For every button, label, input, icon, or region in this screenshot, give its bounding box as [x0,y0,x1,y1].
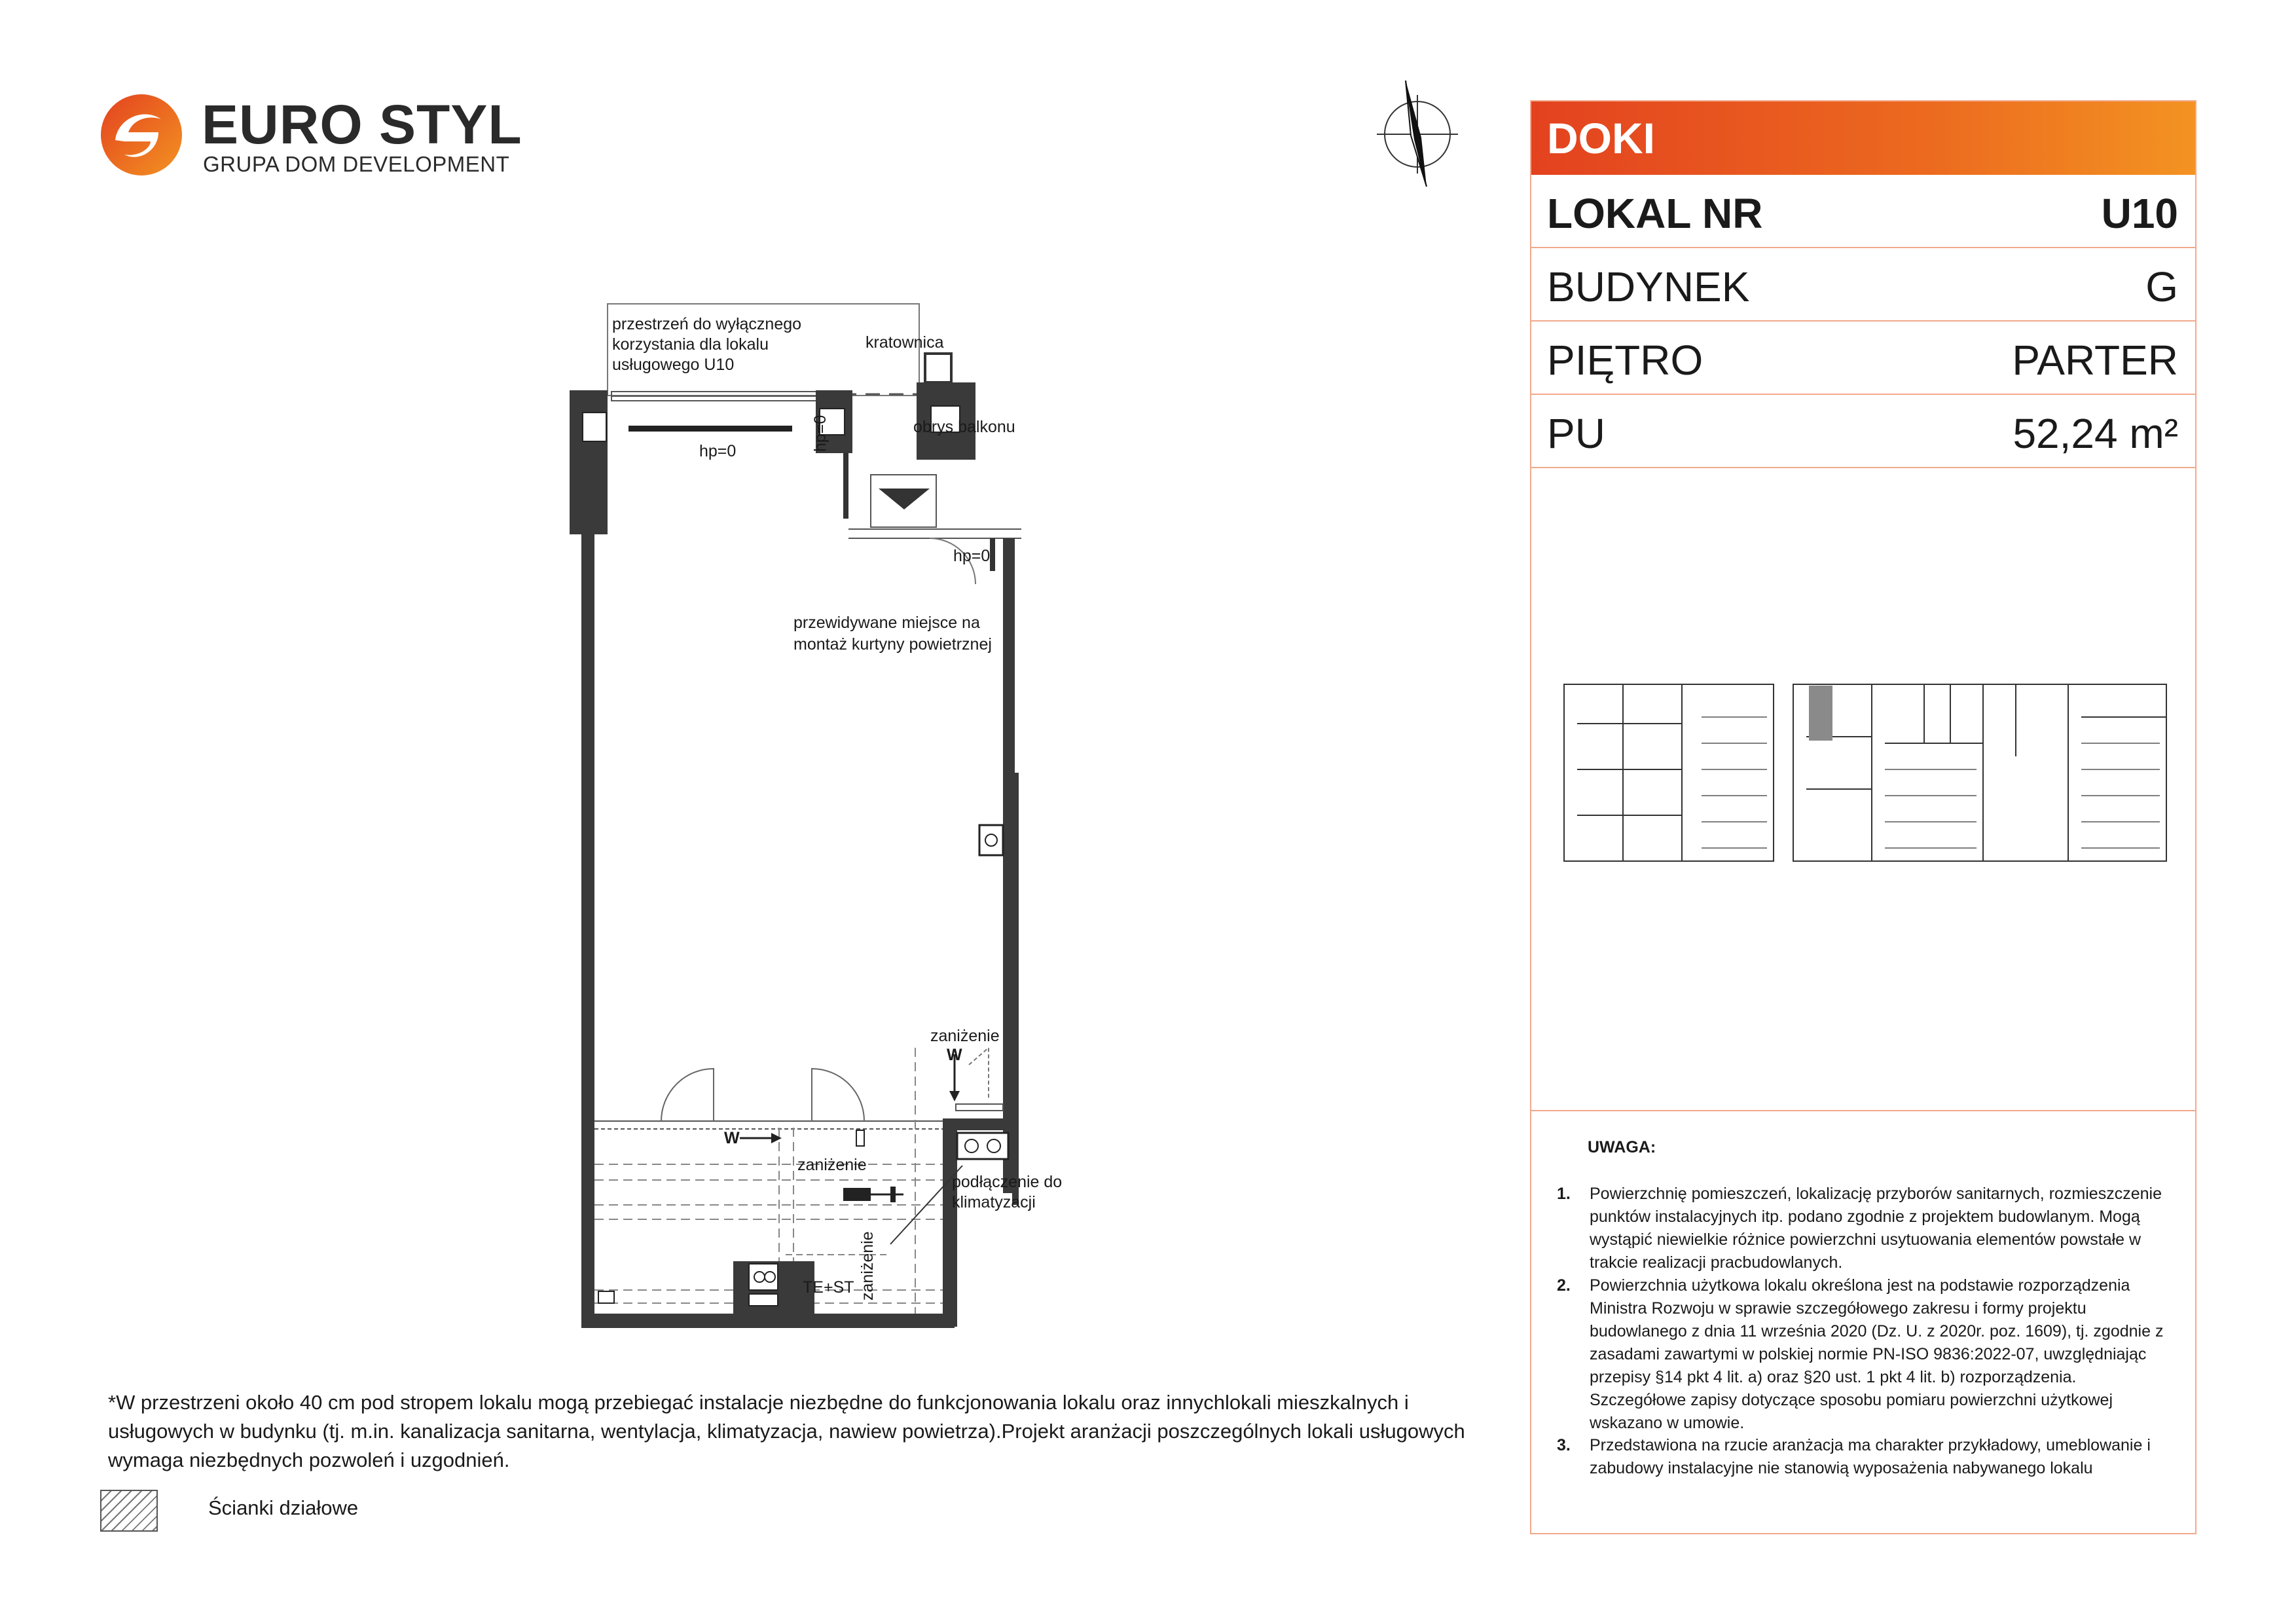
label-exclusive-space: przestrzeń do wyłącznego korzystania dla lokalu usługowego U10 [612,315,802,374]
project-name: DOKI [1547,114,1655,162]
row-lokal-value: U10 [2101,190,2178,237]
label-w-left: W [724,1129,740,1147]
label-hp-door: hp=0 [953,547,991,565]
north-arrow-icon [1372,75,1463,193]
label-air-curtain: przewidywane miejsce na montaż kurtyny powietrznej [793,614,992,654]
wall-bottom [581,1314,955,1328]
note-2-text: Powierzchnia użytkowa lokalu określona jest na podstawie rozporządzenia Ministra Rozwoju w sprawie szczegółowego zakresu i formy projektu budowlanego z dnia 11 września 2020 (Dz. U. z 2020r. poz. 1609), tj. zgodnie z zasadami zawartymi w polskiej normie PN-ISO 9836:2022-07, uwzględniając przepisy §14 pkt 4 lit. a) oraz §20 ust. 1 pkt 4 lit. b) rozporządzenia. Szczegółowe zapisy dotyczące sposobu pomiaru powierzchni użytkowej wskazano w umowie. [1590,1276,2164,1432]
row-pietro [1531,322,2195,395]
panel-divider [1531,1110,2195,1111]
label-balcony-outline: obrys balkonu [913,418,1015,436]
column-right-wall [979,825,1003,855]
row-lokal [1531,175,2195,248]
row-pu-key: PU [1547,410,1605,457]
kratownica-box [925,354,951,382]
eurostyl-logo [98,92,522,183]
label-ac-connection: podłączenie do klimatyzacji [952,1173,1063,1211]
door-swing-right [812,1069,864,1121]
label-hp-vertical: hp=0 [811,415,829,452]
brand-name: EURO STYL [202,94,522,155]
highlighted-unit [1809,686,1832,741]
row-pietro-value: PARTER [2012,337,2178,384]
ac-unit [843,1188,871,1201]
label-zanizenie-right: zaniżenie [930,1027,1000,1045]
label-kratownica: kratownica [866,333,944,352]
vent-bottom-left [598,1291,614,1303]
label-zanizenie-vertical: zaniżenie [858,1231,877,1301]
row-pietro-key: PIĘTRO [1547,337,1704,384]
row-budynek [1531,248,2195,322]
note-2-num: 2. [1557,1276,1571,1295]
door-swing-left [661,1069,714,1121]
label-zanizenie-mid: zaniżenie [797,1156,867,1174]
notes-title: UWAGA: [1588,1138,1656,1156]
label-w-right: W [947,1046,962,1064]
row-lokal-key: LOKAL NR [1547,190,1763,237]
panel-header [1531,101,2195,175]
footnote: *W przestrzeni około 40 cm pod stropem lokalu mogą przebiegać instalacje niezbędne do funkcjonowania lokalu oraz innychlokali mieszkalnych i usługowych w budynku (tj. m.in. kanalizacja sanitarna, wentylacja, klimatyzacja, nawiew powietrza).Projekt aranżacji poszczególnych lokali usługowych wymaga niezbędnych pozwoleń i uzgodnień. [108,1391,1465,1471]
note-3-num: 3. [1557,1436,1571,1454]
label-hp-top: hp=0 [699,442,737,460]
building-key-plan [1558,678,2173,868]
brand-subtitle: GRUPA DOM DEVELOPMENT [203,152,510,176]
note-1-text: Powierzchnię pomieszczeń, lokalizację przyborów sanitarnych, rozmieszczenie punktów instalacyjnych itp. podano zgodnie z projektem budowlanym. Mogą wystąpić niewielkie różnice powierzchni usytuowania elementów powstałe w trakcie realizacji pracbudowlanych. [1590,1185,2162,1272]
eurostyl-logo-mark-icon [98,92,185,178]
row-budynek-value: G [2145,263,2178,310]
note-1-num: 1. [1557,1185,1571,1203]
row-budynek-key: BUDYNEK [1547,263,1750,310]
wall-left [581,534,594,1327]
label-te-st: TE+ST [803,1278,854,1297]
row-pu [1531,395,2195,468]
legend-hatch-swatch [100,1490,158,1532]
note-3-text: Przedstawiona na rzucie aranżacja ma charakter przykładowy, umeblowanie i zabudowy instalacyjne nie stanowią wyposażenia nabywanego lokalu [1590,1436,2151,1477]
row-pu-value: 52,24 m² [2013,410,2178,457]
legend-label: Ścianki działowe [208,1496,359,1519]
